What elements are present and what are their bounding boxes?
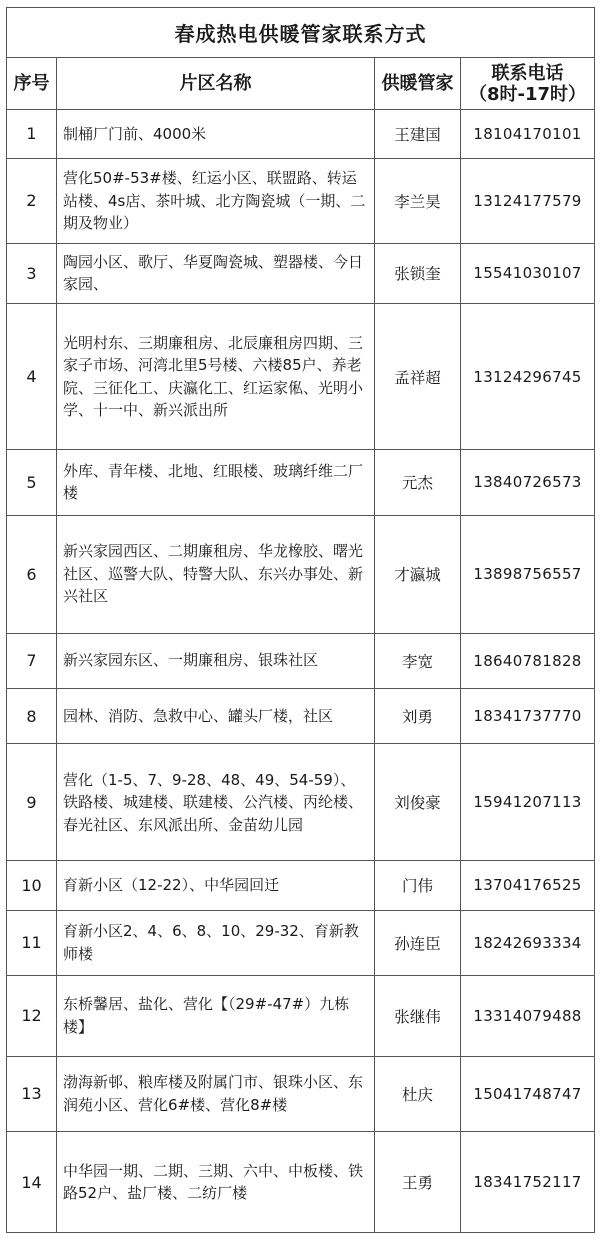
manager-name: 王勇 xyxy=(375,1132,461,1233)
row-number: 8 xyxy=(7,688,57,743)
row-number: 11 xyxy=(7,910,57,975)
row-number: 3 xyxy=(7,243,57,303)
row-number: 2 xyxy=(7,159,57,244)
phone-number: 13124177579 xyxy=(461,159,595,244)
table-row xyxy=(7,243,595,303)
row-number: 7 xyxy=(7,633,57,688)
manager-name: 孟祥超 xyxy=(375,304,461,450)
header-row xyxy=(7,58,595,109)
area-name: 育新小区（12-22）、中华园回迁 xyxy=(57,861,375,910)
phone-number: 15041748747 xyxy=(461,1056,595,1132)
table-row xyxy=(7,861,595,910)
row-number: 6 xyxy=(7,515,57,633)
manager-name: 刘勇 xyxy=(375,688,461,743)
table-row xyxy=(7,688,595,743)
table-row xyxy=(7,1056,595,1132)
table-row xyxy=(7,1132,595,1233)
phone-number: 15941207113 xyxy=(461,744,595,861)
manager-name: 孙连臣 xyxy=(375,910,461,975)
manager-name: 刘俊豪 xyxy=(375,744,461,861)
phone-number: 18341752117 xyxy=(461,1132,595,1233)
table-row xyxy=(7,515,595,633)
area-name: 营化（1-5、7、9-28、48、49、54-59）、铁路楼、城建楼、联建楼、公汽楼、丙纶楼、春光社区、东风派出所、金苗幼儿园 xyxy=(57,744,375,861)
header-phone-hours: （8时-17时） xyxy=(468,83,587,105)
row-number: 4 xyxy=(7,304,57,450)
phone-number: 13124296745 xyxy=(461,304,595,450)
row-number: 14 xyxy=(7,1132,57,1233)
area-name: 陶园小区、歌厅、华夏陶瓷城、塑器楼、今日家园、 xyxy=(57,243,375,303)
table-row xyxy=(7,304,595,450)
manager-name: 李兰昊 xyxy=(375,159,461,244)
row-number: 13 xyxy=(7,1056,57,1132)
header-manager: 供暖管家 xyxy=(375,58,461,109)
area-name: 制桶厂门前、4000米 xyxy=(57,109,375,158)
table-row xyxy=(7,976,595,1057)
manager-name: 门伟 xyxy=(375,861,461,910)
phone-number: 13898756557 xyxy=(461,515,595,633)
row-number: 12 xyxy=(7,976,57,1057)
header-num: 序号 xyxy=(7,58,57,109)
phone-number: 15541030107 xyxy=(461,243,595,303)
table-row xyxy=(7,450,595,515)
header-area: 片区名称 xyxy=(57,58,375,109)
area-name: 外库、青年楼、北地、红眼楼、玻璃纤维二厂楼 xyxy=(57,450,375,515)
area-name: 光明村东、三期廉租房、北辰廉租房四期、三家子市场、河湾北里5号楼、六楼85户、养老院、三征化工、庆瀛化工、红运家俬、光明小学、十一中、新兴派出所 xyxy=(57,304,375,450)
phone-number: 13840726573 xyxy=(461,450,595,515)
table-row xyxy=(7,109,595,158)
table-row xyxy=(7,633,595,688)
row-number: 5 xyxy=(7,450,57,515)
manager-name: 张锁奎 xyxy=(375,243,461,303)
manager-name: 王建国 xyxy=(375,109,461,158)
table-row xyxy=(7,744,595,861)
manager-name: 杜庆 xyxy=(375,1056,461,1132)
area-name: 园林、消防、急救中心、罐头厂楼，社区 xyxy=(57,688,375,743)
area-name: 新兴家园东区、一期廉租房、银珠社区 xyxy=(57,633,375,688)
manager-name: 张继伟 xyxy=(375,976,461,1057)
contact-table xyxy=(6,7,595,1233)
area-name: 营化50#-53#楼、红运小区、联盟路、转运站楼、4s店、茶叶城、北方陶瓷城（一期、二期及物业） xyxy=(57,159,375,244)
phone-number: 13704176525 xyxy=(461,861,595,910)
page-title: 春成热电供暖管家联系方式 xyxy=(7,8,595,58)
phone-number: 18341737770 xyxy=(461,688,595,743)
header-phone xyxy=(461,58,595,109)
table-row xyxy=(7,910,595,975)
phone-number: 18104170101 xyxy=(461,109,595,158)
row-number: 10 xyxy=(7,861,57,910)
phone-number: 18242693334 xyxy=(461,910,595,975)
area-name: 中华园一期、二期、三期、六中、中板楼、铁路52户、盐厂楼、二纺厂楼 xyxy=(57,1132,375,1233)
phone-number: 18640781828 xyxy=(461,633,595,688)
table-row xyxy=(7,159,595,244)
manager-name: 才瀛城 xyxy=(375,515,461,633)
row-number: 9 xyxy=(7,744,57,861)
area-name: 新兴家园西区、二期廉租房、华龙橡胶、曙光社区、巡警大队、特警大队、东兴办事处、新兴社区 xyxy=(57,515,375,633)
manager-name: 李宽 xyxy=(375,633,461,688)
phone-number: 13314079488 xyxy=(461,976,595,1057)
header-phone-label: 联系电话 xyxy=(491,62,564,84)
area-name: 东桥馨居、盐化、营化【（29#-47#）九栋楼】 xyxy=(57,976,375,1057)
title-row xyxy=(7,8,595,58)
area-name: 育新小区2、4、6、8、10、29-32、育新教师楼 xyxy=(57,910,375,975)
row-number: 1 xyxy=(7,109,57,158)
area-name: 渤海新邨、粮库楼及附属门市、银珠小区、东润苑小区、营化6#楼、营化8#楼 xyxy=(57,1056,375,1132)
manager-name: 元杰 xyxy=(375,450,461,515)
